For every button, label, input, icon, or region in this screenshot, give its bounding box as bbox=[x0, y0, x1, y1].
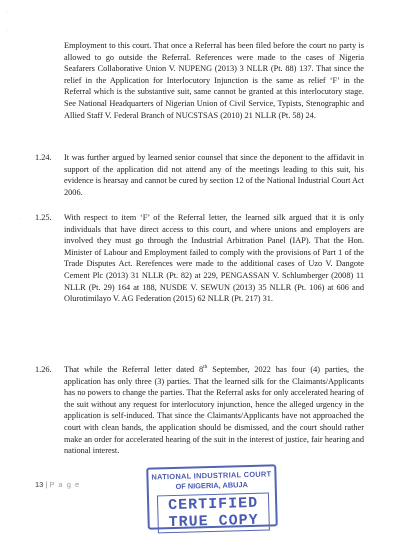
certified-true-copy-stamp bbox=[146, 464, 278, 532]
paragraph-1-26-start: That while the Referral letter dated 8 bbox=[64, 365, 204, 374]
page-number: 13 bbox=[35, 480, 44, 489]
paragraph-number: 1.24. bbox=[35, 153, 52, 162]
margin-mark: · bbox=[20, 216, 22, 222]
page-label: P a g e bbox=[49, 480, 81, 489]
paragraph-1-24: It was further argued by learned senior counsel that since the deponent to the affidavit in support of the application did not attend any of the meetings leading to this suit, his evidence is hearsay and cannot be cured by section 12 of the National Industrial Court Act 2006. bbox=[64, 153, 364, 197]
paragraph-1-26 bbox=[64, 364, 364, 457]
paragraph-1-25: With respect to item ‘F’ of the Referral letter, the learned silk argued that it is only individuals that have direct access to this court, and where unions and employers are involved they must go through the Industrial Arbitration Panel (IAP). That the Hon. Minister of Labour and Employment failed to comply with the provisions of Part 1 of the Trade Disputes Act. Rerefences were made to the additional cases of Uzo V. Dangote Cement Plc (2013) 31 NLLR (Pt. 82) at 229, PENGASSAN V. Schlumberger (2008) 11 NLLR (Pt. 29) 164 at 188, NUSDE V. SEWUN (2013) 35 NLLR (Pt. 106) at 606 and Olurotimilayo V. AG Federation (2015) 62 NLLR (Pt. 217) 31. bbox=[64, 213, 364, 304]
stamp-line-1: NATIONAL INDUSTRIAL COURT bbox=[151, 469, 272, 482]
footer-separator: | bbox=[45, 480, 48, 489]
paragraph-continued: Employment to this court. That once a Referral has been filed before the court no party is allowed to go outside the Referral. References were made to the cases of Nigeria Seafarers Collaborative Union V. NUPENG (2013) 3 NLLR (Pt. 88) 137. That since the relief in the Application for Interlocutory Injunction is the same as relief ‘F’ in the Referral which is the substantive suit, same cannot be granted at this interlocutory stage. See National Headquarters of Nigerian Union of Civil Service, Typists, Stenographic and Allied Staff V. Federal Branch of NUCSTSAS (2010) 21 NLLR (Pt. 58) 24. bbox=[64, 41, 364, 120]
paragraph-number: 1.25. bbox=[35, 213, 52, 222]
margin-mark: · bbox=[6, 28, 8, 34]
ordinal-suffix: th bbox=[203, 364, 208, 371]
stamp-line-2: OF NIGERIA, ABUJA bbox=[175, 480, 249, 491]
stamp-line-3: CERTIFIED TRUE COPY bbox=[157, 493, 270, 534]
paragraph-1-26-rest: September, 2022 has four (4) parties, the application has only three (3) parties. That the learned silk for the Claimants/Applicants has no powers to change the parties. That the Referral asks for only accelerated hearing of the suit without any request for interlocutory injunction, hence the alleged urgency in the application is self-induced. That since the Claimants/Applicants have not approached the court with clean hands, the application should be dismissed, and the court should rather make an order for accelerated hearing of the suit in the interest of justice, fair hearing and national interest. bbox=[64, 365, 364, 456]
paragraph-number: 1.26. bbox=[35, 365, 52, 374]
margin-mark: · bbox=[6, 10, 8, 16]
page-footer bbox=[35, 480, 80, 489]
